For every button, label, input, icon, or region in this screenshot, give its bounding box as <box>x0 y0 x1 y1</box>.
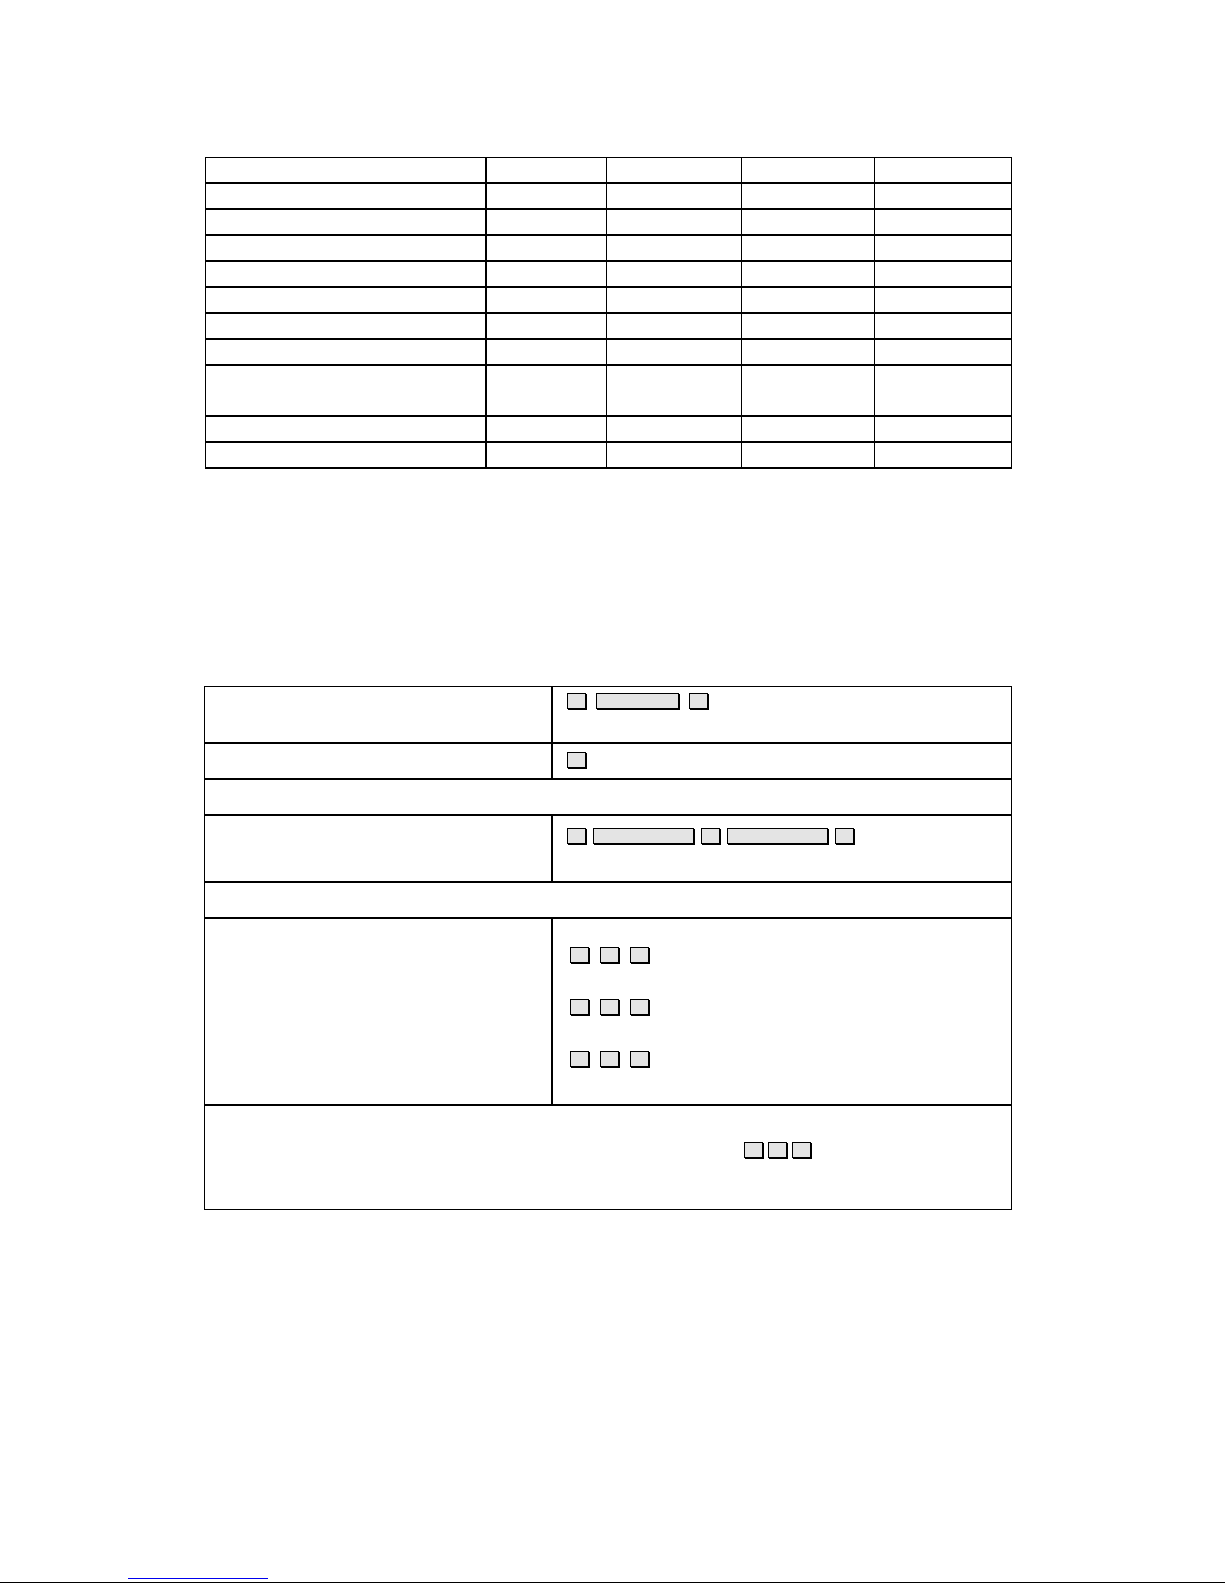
form-wide-cell <box>205 1105 1012 1210</box>
table-cell <box>607 158 742 184</box>
table-cell <box>206 416 486 442</box>
form-row-4 <box>205 815 1012 882</box>
table-row <box>206 261 1012 287</box>
table-row <box>206 442 1012 468</box>
form-field[interactable] <box>567 828 586 844</box>
form-label <box>205 743 553 779</box>
form-row-2 <box>205 743 1012 779</box>
table-row <box>206 235 1012 261</box>
table-cell <box>875 339 1012 365</box>
table-row <box>206 183 1012 209</box>
form-field[interactable] <box>630 1051 649 1067</box>
table-cell <box>742 261 875 287</box>
form-field[interactable] <box>593 828 694 844</box>
table-cell <box>875 442 1012 468</box>
table-cell <box>486 313 607 339</box>
form-label <box>205 918 553 1105</box>
form-field[interactable] <box>596 693 679 709</box>
table-cell <box>607 442 742 468</box>
footer-divider <box>0 1582 1225 1583</box>
form-table <box>204 686 1012 1210</box>
table-cell <box>742 339 875 365</box>
table-cell <box>607 313 742 339</box>
table-cell <box>875 261 1012 287</box>
table-cell <box>486 158 607 184</box>
form-value-cell <box>552 918 1012 1105</box>
table-row <box>206 209 1012 235</box>
table-cell <box>206 183 486 209</box>
form-field[interactable] <box>567 752 586 768</box>
table-cell <box>607 209 742 235</box>
table-cell <box>742 416 875 442</box>
form-row-6 <box>205 918 1012 1105</box>
form-label <box>205 687 553 743</box>
table-cell <box>206 339 486 365</box>
footer-link-underline[interactable] <box>128 1578 268 1579</box>
form-field[interactable] <box>600 947 619 963</box>
table-cell <box>206 313 486 339</box>
table-cell <box>486 183 607 209</box>
table-row <box>206 339 1012 365</box>
form-row-1 <box>205 687 1012 743</box>
table-cell <box>206 235 486 261</box>
form-row-5 <box>205 882 1012 918</box>
table-cell <box>206 158 486 184</box>
table-cell <box>486 365 607 416</box>
table-cell <box>875 235 1012 261</box>
form-field[interactable] <box>567 693 586 709</box>
table-cell <box>206 287 486 313</box>
table-cell <box>742 209 875 235</box>
table-cell <box>607 287 742 313</box>
form-value-cell <box>552 815 1012 882</box>
form-field[interactable] <box>689 693 708 709</box>
table-cell <box>486 339 607 365</box>
table-cell <box>742 442 875 468</box>
table-cell <box>875 209 1012 235</box>
form-field[interactable] <box>600 999 619 1015</box>
table-cell <box>607 365 742 416</box>
table-row <box>206 313 1012 339</box>
table-cell <box>742 183 875 209</box>
table-cell <box>206 442 486 468</box>
table-cell <box>875 287 1012 313</box>
table-cell <box>742 313 875 339</box>
table-cell <box>607 339 742 365</box>
table-row <box>206 287 1012 313</box>
grid-table <box>205 157 1012 469</box>
table-cell <box>607 235 742 261</box>
table-row <box>206 416 1012 442</box>
table-cell <box>486 261 607 287</box>
form-section-header <box>205 779 1012 815</box>
form-field[interactable] <box>630 947 649 963</box>
form-field[interactable] <box>792 1142 811 1158</box>
form-field[interactable] <box>570 1051 589 1067</box>
table-cell <box>742 365 875 416</box>
table-cell <box>875 183 1012 209</box>
table-cell <box>206 365 486 416</box>
form-field[interactable] <box>768 1142 787 1158</box>
form-field[interactable] <box>744 1142 763 1158</box>
table-cell <box>486 235 607 261</box>
form-field[interactable] <box>727 828 828 844</box>
table-cell <box>486 416 607 442</box>
form-value-cell <box>552 743 1012 779</box>
form-row-7 <box>205 1105 1012 1210</box>
table-cell <box>607 183 742 209</box>
table-cell <box>486 287 607 313</box>
form-field[interactable] <box>600 1051 619 1067</box>
form-field[interactable] <box>570 947 589 963</box>
table-cell <box>206 209 486 235</box>
form-section-header <box>205 882 1012 918</box>
table-row <box>206 365 1012 416</box>
form-field[interactable] <box>630 999 649 1015</box>
table-cell <box>742 235 875 261</box>
table-cell <box>742 287 875 313</box>
form-label <box>205 815 553 882</box>
table-cell <box>486 209 607 235</box>
table-cell <box>875 365 1012 416</box>
form-field[interactable] <box>570 999 589 1015</box>
form-value-cell <box>552 687 1012 743</box>
table-cell <box>607 261 742 287</box>
form-field[interactable] <box>701 828 720 844</box>
form-row-3 <box>205 779 1012 815</box>
table-cell <box>206 261 486 287</box>
table-cell <box>875 158 1012 184</box>
table-cell <box>486 442 607 468</box>
table-cell <box>607 416 742 442</box>
table-cell <box>742 158 875 184</box>
table-cell <box>875 416 1012 442</box>
table-row <box>206 158 1012 184</box>
table-cell <box>875 313 1012 339</box>
form-field[interactable] <box>835 828 854 844</box>
